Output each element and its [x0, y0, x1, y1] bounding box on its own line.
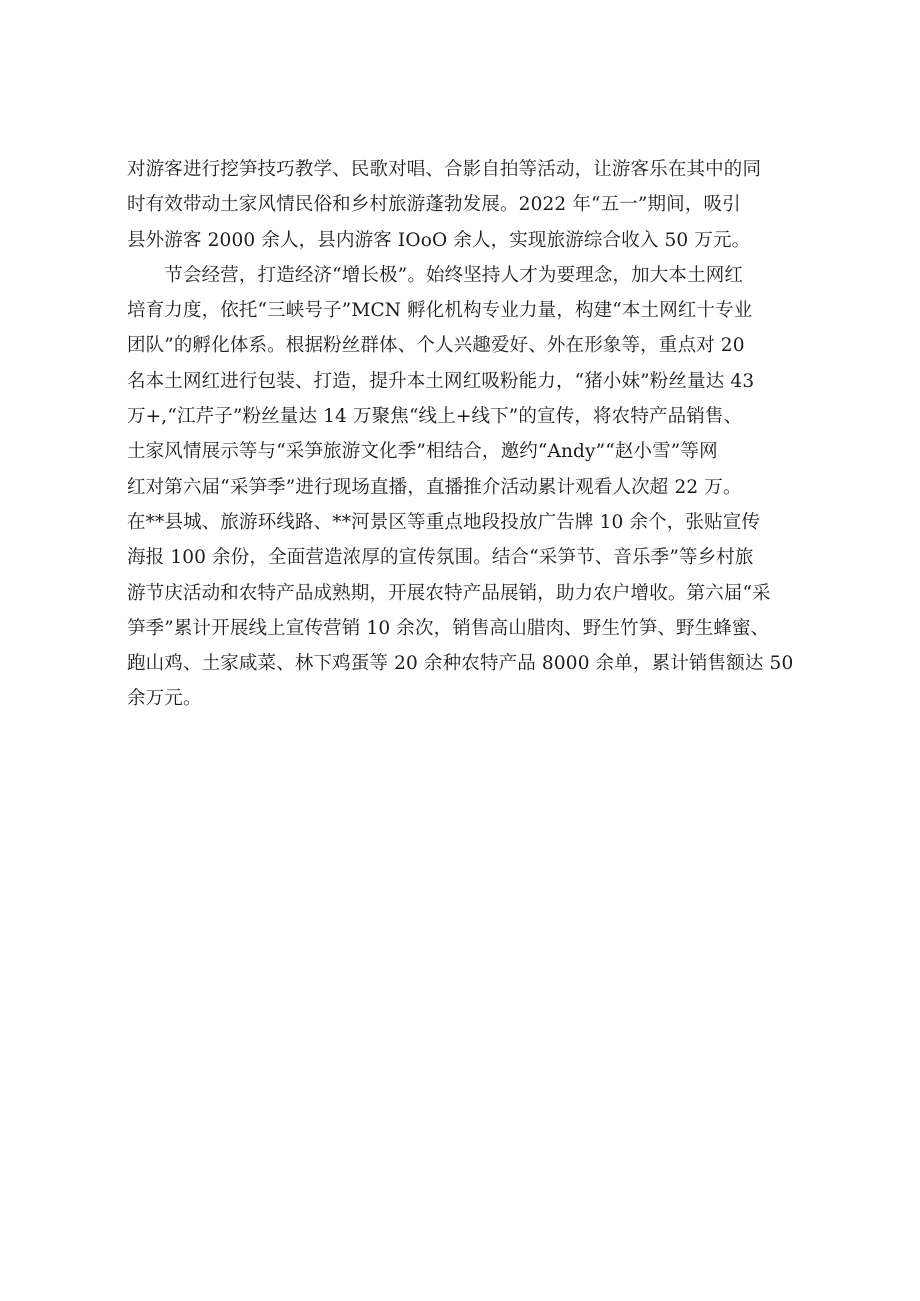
text-line: 县外游客 2000 余人，县内游客 IOoO 余人，实现旅游综合收入 50 万元。 [127, 229, 751, 251]
text-line: 余万元。 [127, 688, 202, 710]
text-line: 对游客进行挖笋技巧教学、民歌对唱、合影自拍等活动，让游客乐在其中的同 [127, 159, 762, 180]
text-line: 跑山鸡、土家咸菜、林下鸡蛋等 20 余种农特产品 8000 余单，累计销售额达 50 [127, 653, 794, 675]
text-line: 万+,“江芹子”粉丝量达 14 万聚焦“线上+线下”的宣传，将农特产品销售、 [127, 406, 743, 428]
document-body [127, 152, 817, 717]
paragraph-1 [127, 152, 817, 258]
text-line: 节会经营，打造经济“增长极”。始终坚持人才为要理念，加大本土网红 [127, 264, 744, 286]
text-line: 游节庆活动和农特产品成熟期，开展农特产品展销，助力农户增收。第六届“采 [127, 582, 771, 604]
text-line: 笋季”累计开展线上宣传营销 10 余次，销售高山腊肉、野生竹笋、野生蜂蜜、 [127, 617, 770, 639]
text-line: 海报 100 余份，全面营造浓厚的宣传氛围。结合“采笋节、音乐季”等乡村旅 [127, 547, 754, 569]
text-line: 时有效带动土家风情民俗和乡村旅游蓬勃发展。2022 年“五一”期间，吸引 [127, 194, 741, 216]
paragraph-2 [127, 258, 817, 717]
text-line: 土家风情展示等与“采笋旅游文化季”相结合，邀约“Andy”“赵小雪”等网 [127, 441, 718, 463]
text-line: 团队”的孵化体系。根据粉丝群体、个人兴趣爱好、外在形象等，重点对 20 [127, 335, 745, 357]
text-line: 名本土网红进行包装、打造，提升本土网红吸粉能力，“猪小妹”粉丝量达 43 [127, 370, 755, 392]
text-line: 培育力度，依托“三峡号子”MCN 孵化机构专业力量，构建“本土网红十专业 [127, 300, 753, 322]
text-line: 在**县城、旅游环线路、**河景区等重点地段投放广告牌 10 余个，张贴宣传 [127, 511, 761, 533]
text-line: 红对第六届“采笋季”进行现场直播，直播推介活动累计观看人次超 22 万。 [127, 476, 742, 498]
